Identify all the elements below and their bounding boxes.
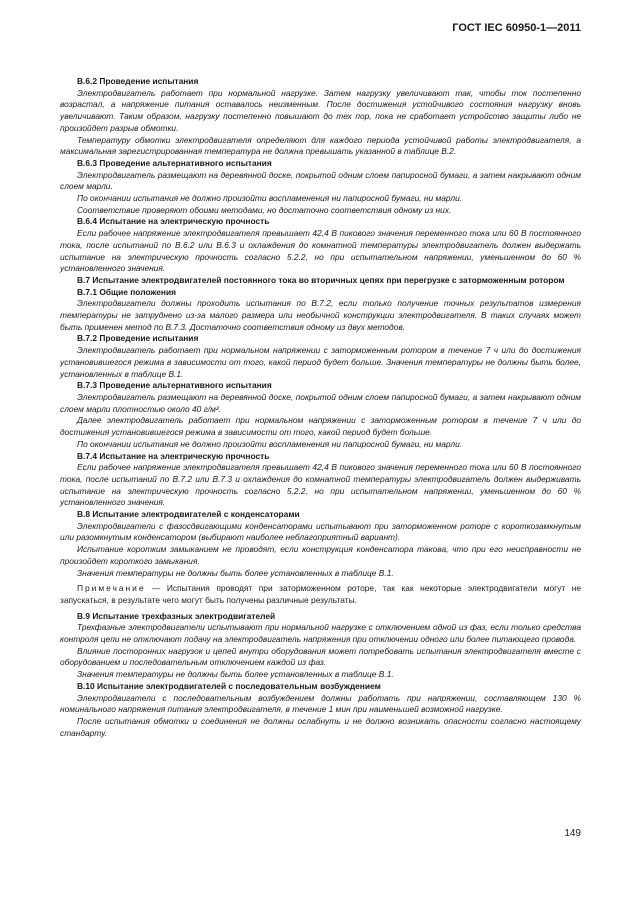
page-number: 149 — [564, 828, 581, 839]
body-paragraph: Электродвигатель размещают на деревянной доске, покрытой одним слоем папиросной бумаги, а затем накрывают одним слоем марли плотностью около 40 г/м². — [60, 391, 581, 414]
section-heading: B.6.2 Проведение испытания — [77, 76, 199, 86]
body-paragraph: После испытания обмотки и соединения не должны ослабнуть и не должно возникать опасности согласно настоящему стандарту. — [60, 715, 581, 738]
section-heading: B.7.4 Испытание на электрическую прочность — [77, 450, 270, 461]
body-paragraph: Испытание коротким замыканием не проводят, если конструкция конденсатора такова, что при его неисправности не произойдет короткого замыкания. — [60, 544, 581, 566]
section-heading: B.7.1 Общие положения — [77, 286, 176, 297]
body-paragraph: Трехфазные электродвигатели испытывают при нормальной нагрузке с отключением одной из фаз, если только средства контроля цепи не отключают подачу на электродвигатель напряжения при отключении одного или более питающего провода. — [60, 622, 581, 645]
section-heading: B.7.2 Проведение испытания — [77, 333, 199, 344]
body-paragraph: Соответствие проверяют обоими методами, но достаточно соответствия одному из них. — [77, 204, 452, 215]
body-paragraph: Температуру обмотки электродвигателя определяют для каждого периода устойчивой работы электродвигателя, а максимальная зарегистрированная температура не должна превышать указанной в таблице B.2. — [60, 134, 581, 157]
body-paragraph: Далее электродвигатель работает при нормальном напряжении с заторможенным ротором в течение 7 ч или до достижения установившегося режима в зависимости от того, какой период будет больше. — [60, 415, 581, 438]
body-paragraph: По окончании испытания не должно произойти воспламенения ни папиросной бумаги, ни марли. — [77, 438, 463, 449]
body-paragraph: Электродвигатели с последовательным возбуждением должны работать при напряжении, составляющем 130 % номинального напряжения питания электродвигателя, в течение 1 мин при наименьшей возможной нагрузке. — [60, 692, 581, 715]
document-body — [60, 76, 581, 739]
section-heading: B.8 Испытание электродвигателей с конденсаторами — [77, 509, 300, 520]
body-paragraph: Электродвигатели с фазосдвигающими конденсаторами испытывают при заторможенном роторе с короткозамкнутым или разомкнутым конденсатором (выбирают наиболее неблагоприятный вариант). — [60, 520, 581, 543]
body-paragraph: Электродвигатели должны проходить испытания по B.7.2, если только получение точных результатов измерения температуры не затруднено из-за малого размера или необычной конструкции электродвигателя. В таких случаях может быть применен метод по B.7.3. Достаточно соответствия одному из двух методов. — [60, 298, 581, 332]
body-paragraph: Если рабочее напряжение электродвигателя превышает 42,4 В пикового значения переменного тока или 60 В постоянного тока, после испытаний по B.7.2 или B.7.3 и охлаждения до комнатной температуры электродвигатель должен выдерживать испытание на электрическую прочность согласно 5.2.2, но при испытательном напряжении, уменьшенном до 60 % установленного значения. — [60, 462, 581, 508]
section-heading: B.7 Испытание электродвигателей постоянного тока во вторичных цепях при перегрузке с заторможенным ротором — [77, 274, 565, 285]
section-heading: B.9 Испытание трехфазных электродвигателей — [77, 610, 276, 621]
body-paragraph: Значения температуры не должны быть более установленных в таблице B.1. — [77, 567, 394, 578]
note-paragraph — [60, 583, 581, 606]
body-paragraph: Если рабочее напряжение электродвигателя превышает 42,4 В пикового значения переменного тока или 60 В постоянного тока, после испытаний по B.6.2 или B.6.3 и охлаждения до комнатной температуры электродвигатель должен выдержать испытание на электрическую прочность согласно 5.2.2, но при испытательном напряжении, уменьшенном до 60 % установленного значения. — [60, 228, 581, 274]
document-header: ГОСТ IEC 60950-1—2011 — [452, 22, 581, 34]
section-heading: B.7.3 Проведение альтернативного испытания — [77, 380, 272, 391]
note-text: — Испытания проводят при заторможенном роторе, так как некоторые электродвигатели могут не запускаться, в результате чего могут быть получены различные результаты. — [60, 583, 581, 605]
section-heading: B.6.3 Проведение альтернативного испытания — [77, 157, 272, 168]
body-paragraph: Электродвигатель работает при нормальной нагрузке. Затем нагрузку увеличивают так, чтобы ток постепенно возрастал, а напряжение питания оставалось неизменным. После достижения устойчивого состояния нагрузку вновь увеличивают. Таким образом, нагрузку постепенно повышают до тех пор, пока не сработает устройство защиты либо не произойдет разрыв обмотки. — [60, 87, 581, 133]
body-paragraph: Влияние посторонних нагрузок и цепей внутри оборудования может потребовать испытания электродвигателя вместе с оборудованием и последовательным отключением каждой из фаз. — [60, 645, 581, 668]
body-paragraph: Электродвигатель размещают на деревянной доске, покрытой одним слоем папиросной бумаги, а затем накрывают одним слоем марли. — [60, 169, 581, 192]
section-heading: B.10 Испытание электродвигателей с последовательным возбуждением — [77, 680, 381, 691]
body-paragraph: Значения температуры не должны быть более установленных в таблице B.1. — [77, 669, 394, 680]
note-label: Примечание — [77, 583, 146, 594]
body-paragraph: По окончании испытания не должно произойти воспламенения ни папиросной бумаги, ни марли. — [77, 193, 463, 204]
section-heading: B.6.4 Испытание на электрическую прочность — [77, 216, 270, 227]
body-paragraph: Электродвигатель работает при нормальном напряжении с заторможенным ротором в течение 7 ч или до достижения установившегося режима в зависимости от того, какой период будет больше. Значения температуры не должны быть более, установленных в таблице B.1. — [60, 345, 581, 379]
